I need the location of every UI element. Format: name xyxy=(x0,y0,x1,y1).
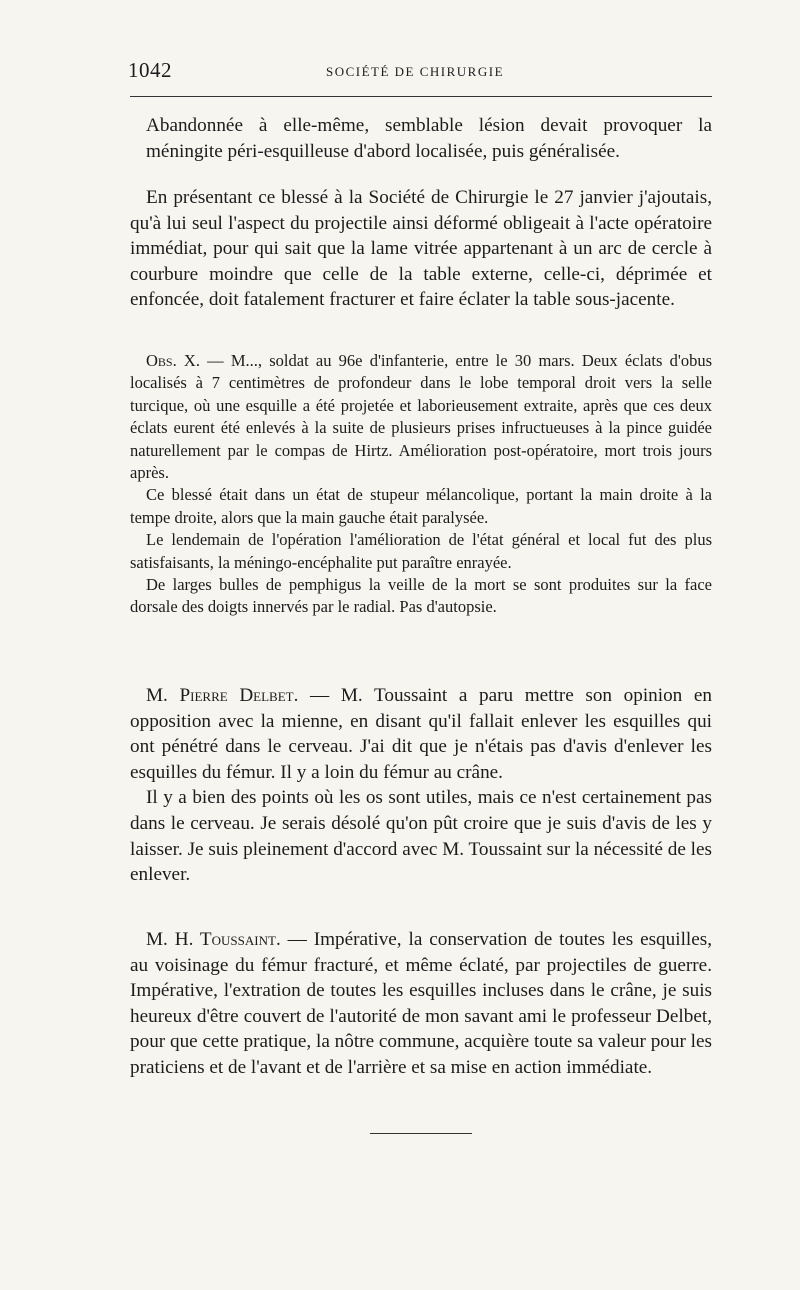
delbet-block xyxy=(130,683,712,888)
delbet-speaker: M. Pierre Delbet. xyxy=(146,685,299,706)
header-rule xyxy=(130,96,712,97)
delbet-paragraph xyxy=(130,683,712,785)
page-number: 1042 xyxy=(128,58,172,82)
paragraph-1-text: Abandonnée à elle-même, semblable lésion devait provoquer la méningite péri-esquilleuse d'abord localisée, puis généralisée. xyxy=(146,115,712,162)
delbet-text: — M. Toussaint a paru mettre son opinion en opposition avec la mienne, en disant qu'il fallait enlever les esquilles qui ont pénétré dans le cerveau. J'ai dit que je n'étais pas d'avis d'enlever les esquilles du fémur. Il y a loin du fémur au crâne. xyxy=(130,685,712,783)
observation-paragraph-3: Le lendemain de l'opération l'amélioration de l'état général et local fut des plus satisfaisants, la méningo-encéphalite put paraître enrayée. xyxy=(130,530,712,572)
observation-text: — M..., soldat au 96e d'infanterie, entre le 30 mars. Deux éclats d'obus localisés à 7 centimètres de profondeur dans le lobe temporal droit vers la selle turcique, où une esquille a été projetée et laborieusement extraite, après que ces deux éclats eurent été enlevés à la suite de plusieurs prises infructueuses à la pince guidée naturellement par le compas de Hirtz. Amélioration post-opératoire, mort trois jours après. xyxy=(130,351,712,483)
running-head: SOCIÉTÉ DE CHIRURGIE xyxy=(325,64,505,79)
toussaint-speaker: M. H. Toussaint. xyxy=(146,929,281,950)
paragraph-2-text: En présentant ce blessé à la Société de Chirurgie le 27 janvier j'ajoutais, qu'à lui seul l'aspect du projectile ainsi déformé obligeait à l'acte opératoire immédiat, pour qui sait que la lame vitrée appartenant à un arc de cercle à courbure moindre que celle de la table externe, celle-ci, déprimée et enfoncée, doit fatalement fracturer et faire éclater la table sous-jacente. xyxy=(130,187,712,311)
observation-paragraph-2: Ce blessé était dans un état de stupeur mélancolique, portant la main droite à la tempe droite, alors que la main gauche était paralysée. xyxy=(130,485,712,527)
observation-paragraph-4: De larges bulles de pemphigus la veille de la mort se sont produites sur la face dorsale des doigts innervés par le radial. Pas d'autopsie. xyxy=(130,575,712,617)
paragraph-1 xyxy=(146,113,712,164)
toussaint-block xyxy=(130,927,712,1081)
observation-block xyxy=(130,350,712,619)
observation-label: Obs. X. xyxy=(146,351,200,370)
toussaint-text: — Impérative, la conservation de toutes les esquilles, au voisinage du fémur fracturé, et même éclaté, par projectiles de guerre. Impérative, l'extration de toutes les esquilles incluses dans le crâne, je suis heureux d'être couvert de l'autorité de mon savant ami le professeur Delbet, pour que cette pratique, la nôtre commune, acquière toute sa valeur pour les praticiens et de l'avant et de l'arrière et sa mise en action immédiate. xyxy=(130,929,713,1078)
paragraph-2 xyxy=(130,185,712,313)
observation-paragraph xyxy=(130,350,712,484)
delbet-paragraph-2: Il y a bien des points où les os sont utiles, mais ce n'est certainement pas dans le cerveau. Je serais désolé qu'on pût croire que je suis d'avis de les y laisser. Je suis pleinement d'accord avec M. Toussaint sur la nécessité de les enlever. xyxy=(130,787,712,886)
end-rule xyxy=(370,1133,472,1134)
toussaint-paragraph xyxy=(130,927,712,1081)
